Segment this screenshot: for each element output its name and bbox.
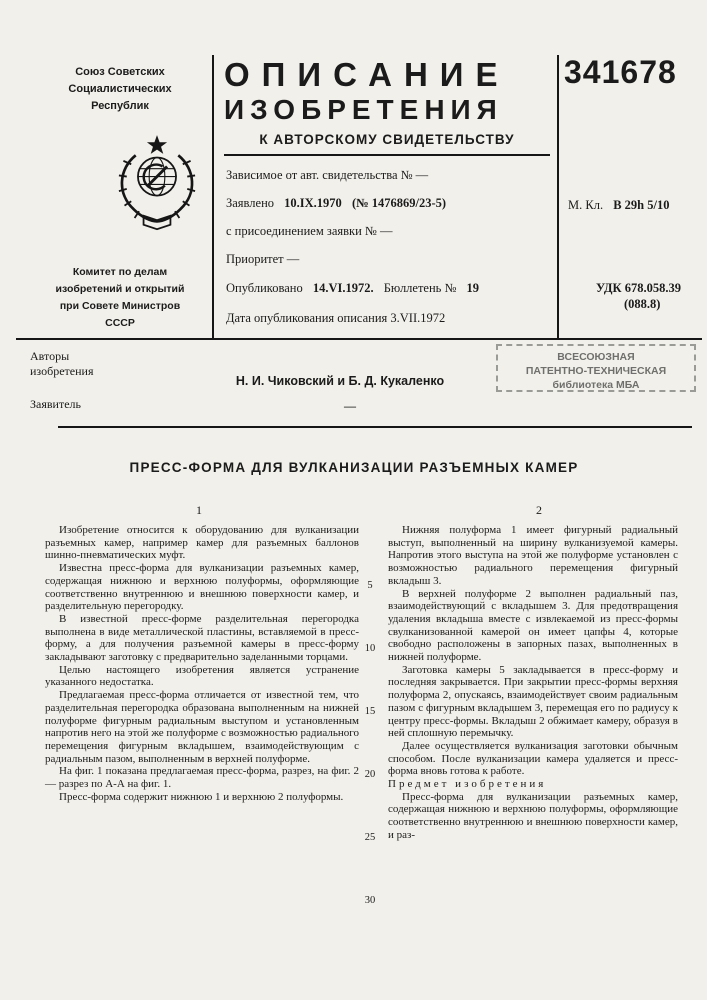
udc-classification: [596, 280, 681, 312]
paragraph: Далее осуществляется вулканизация заготовки обычным способом. После вулканизации камера удаляется и пресс-форма вновь готова к работе.: [388, 739, 678, 778]
patent-number: 341678: [564, 54, 677, 90]
issuer-union-name: [34, 64, 206, 115]
biblio-published-row: [226, 281, 552, 296]
line-number: 20: [364, 769, 376, 780]
column-marker-1: 1: [196, 503, 202, 517]
authors-label-line: Авторы: [30, 349, 70, 363]
applicant-label: Заявитель: [30, 397, 81, 411]
library-stamp: [496, 344, 696, 392]
horizontal-rule-top: [16, 338, 702, 340]
published-label: Опубликовано: [226, 281, 303, 295]
body-column-left: [45, 524, 359, 803]
line-number: 25: [364, 832, 376, 843]
authors-label-line: изобретения: [30, 364, 94, 378]
paragraph: Целью настоящего изобретения является устранение указанного недостатка.: [45, 663, 359, 689]
union-line: Союз Советских: [75, 66, 165, 78]
bulletin-number: 19: [466, 281, 480, 295]
claims-paragraph: Пресс-форма для вулканизации разъемных камер, содержащая нижнюю и верхнюю полуформы, оформляющие соответственно внутреннюю и внешнюю поверхности камер, и раз-: [388, 790, 678, 841]
published-date: 14.VI.1972.: [312, 281, 374, 295]
bulletin-label: Бюллетень №: [383, 281, 457, 295]
paragraph: Заготовка камеры 5 закладывается в пресс-форму и последняя закрывается. При закрытии пресс-формы верхняя полуформа 2, опускаясь, взаимодействует своим радиальным пазом с фигурным вкладышем 3, перемещая его по радиусу к центру пресс-формы. Вкладыш 2 обжимает камеру, образуя в ней сплошную перемычку.: [388, 663, 678, 740]
invention-title: ПРЕСС-ФОРМА ДЛЯ ВУЛКАНИЗАЦИИ РАЗЪЕМНЫХ КАМЕР: [129, 460, 579, 475]
issuer-committee: [28, 264, 212, 332]
doc-heading-opisanie: ОПИСАНИЕ: [224, 56, 510, 93]
biblio-joined-row: с присоединением заявки № —: [226, 224, 393, 238]
line-number: 30: [364, 895, 376, 906]
line-number: 15: [364, 706, 376, 717]
union-line: Республик: [91, 100, 149, 112]
line-number: 5: [367, 580, 373, 591]
biblio-desc-date-row: Дата опубликования описания 3.VII.1972: [226, 311, 446, 325]
paragraph: В верхней полуформе 2 выполнен радиальный паз, взаимодействующий с вкладышем 3. Для предотвращения удаления вкладыша вместе с извлекаемой из пресс-формы свулканизованной камерой он имеет цапфы 4, которые свободно расположены в запорных пазах, выполненных в нижней полуформе.: [388, 587, 678, 664]
union-line: Социалистических: [68, 83, 172, 95]
paragraph: Нижняя полуформа 1 имеет фигурный радиальный выступ, выполненный на ширину вулканизуемой камеры. Напротив этого выступа на этой же полуформе установлен с возможностью радиального перемещения фигурный вкладыш 3.: [388, 524, 678, 587]
paragraph: На фиг. 1 показана предлагаемая пресс-форма, разрез, на фиг. 2 — разрез по А-А на фиг. 1.: [45, 765, 359, 791]
applicant-value: —: [344, 399, 356, 413]
committee-line: изобретений и открытий: [55, 283, 185, 295]
doc-heading-izobreteniya: ИЗОБРЕТЕНИЯ: [224, 94, 503, 125]
authors-names: Н. И. Чиковский и Б. Д. Кукаленко: [235, 374, 445, 388]
authors-label: [30, 349, 93, 379]
committee-line: при Совете Министров: [59, 300, 181, 312]
paragraph: В известной пресс-форме разделительная перегородка выполнена в виде металлической пластины, вставляемой в пресс-форму, а для получения разъемной камеры в пресс-форму закладывают заготовку с предварительно заделанными торцами.: [45, 612, 359, 664]
udc-extra: (088.8): [624, 297, 661, 311]
paragraph: Предлагаемая пресс-форма отличается от известной тем, что разделительная перегородка образована выполненным на нижней полуформе фигурным радиальным выступом и установленным напротив него на этой же полуформе с возможностью радиального перемещения фигурным вкладышем, взаимодействующим с радиальным пазом, выполненным в верхней полуформе.: [45, 689, 359, 765]
biblio-filed-row: [226, 196, 552, 211]
paragraph: Изобретение относится к оборудованию для вулканизации разъемных камер, например камер для разъемных баллонов шинно-пневматических муфт.: [45, 524, 359, 562]
committee-line: Комитет по делам: [72, 266, 168, 278]
mkl-classification: [568, 198, 669, 213]
stamp-line: библиотека МБА: [552, 379, 640, 391]
horizontal-rule-authors: [58, 426, 692, 428]
biblio-priority-row: Приоритет —: [226, 252, 300, 266]
udc-value: УДК 678.058.39: [596, 281, 681, 295]
stamp-line: ПАТЕНТНО-ТЕХНИЧЕСКАЯ: [525, 365, 667, 377]
filed-date: 10.IX.1970: [284, 196, 342, 210]
ussr-coat-of-arms-icon: [100, 134, 214, 246]
paragraph: Пресс-форма содержит нижнюю 1 и верхнюю 2 полуформы.: [59, 790, 344, 803]
mkl-label: М. Кл.: [568, 198, 604, 212]
filed-label: Заявлено: [226, 196, 275, 210]
doc-heading-certificate: К АВТОРСКОМУ СВИДЕТЕЛЬСТВУ: [224, 132, 550, 156]
mkl-value: В 29h 5/10: [613, 198, 670, 212]
paragraph: Известна пресс-форма для вулканизации разъемных камер, содержащая нижнюю и верхнюю полуформы, оформляющие соответственно внутреннюю и внешнюю поверхности камер, и разделительную перегородку.: [45, 562, 359, 613]
stamp-line: ВСЕСОЮЗНАЯ: [557, 351, 635, 363]
column-marker-2: 2: [536, 503, 542, 517]
header-divider-right: [557, 55, 559, 340]
biblio-dependent-row: Зависимое от авт. свидетельства № —: [226, 168, 429, 182]
claims-heading: Предмет изобретения: [388, 778, 547, 791]
committee-line: СССР: [105, 317, 135, 329]
body-column-right: [388, 524, 678, 842]
filed-number: (№ 1476869/23-5): [351, 196, 447, 210]
line-number: 10: [364, 643, 376, 654]
